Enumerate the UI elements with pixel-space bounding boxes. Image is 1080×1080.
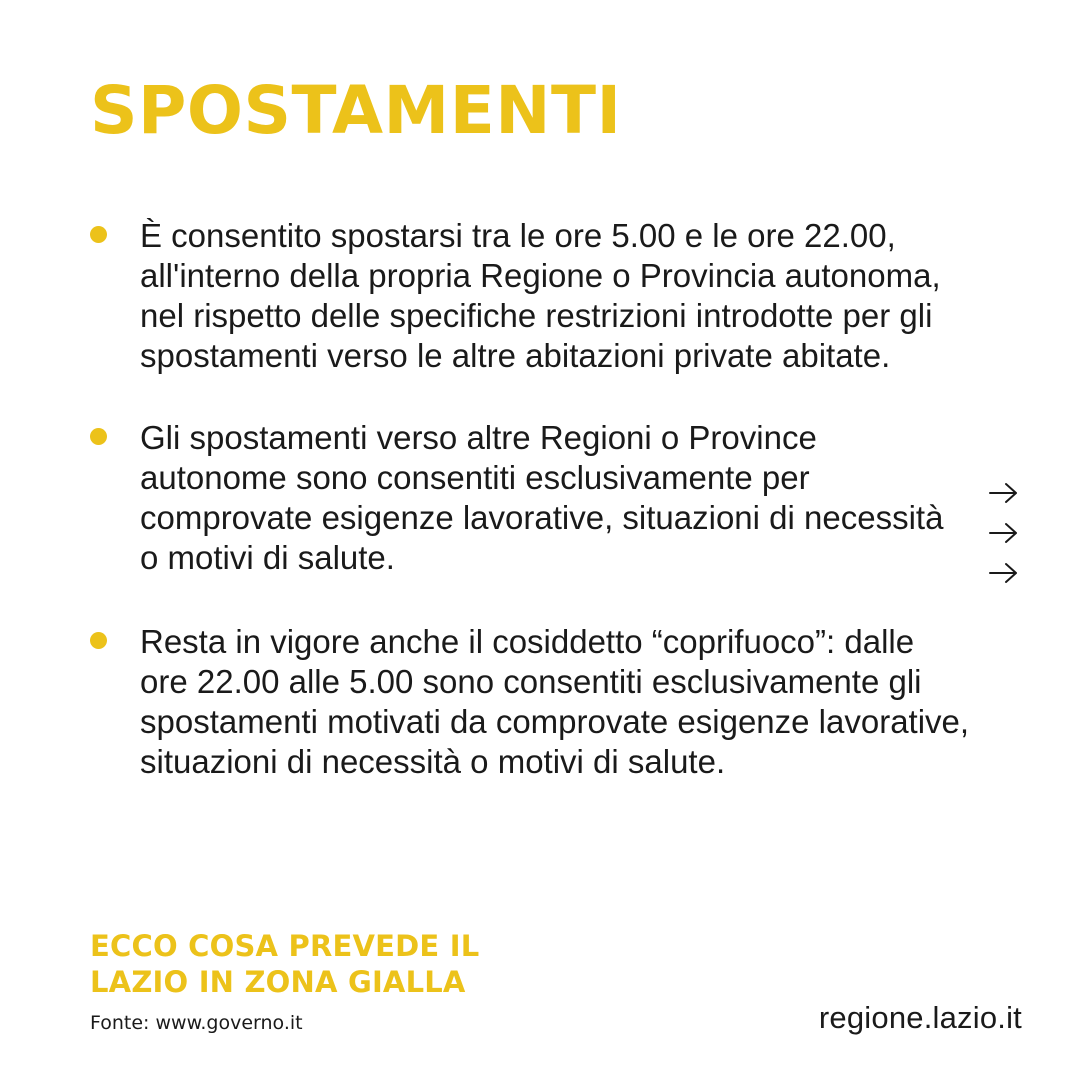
list-item: [90, 418, 970, 578]
bullet-dot-icon: [90, 632, 107, 649]
source-credit: Fonte: www.governo.it: [90, 1012, 303, 1034]
swipe-indicator[interactable]: [988, 480, 1024, 600]
footer-heading-line: ECCO COSA PREVEDE IL: [90, 929, 480, 963]
arrow-right-icon: [988, 520, 1020, 546]
footer-heading-line: LAZIO IN ZONA GIALLA: [90, 965, 466, 999]
bullet-list: [90, 216, 970, 824]
list-item: [90, 622, 970, 782]
arrow-right-icon: [988, 560, 1020, 586]
bullet-dot-icon: [90, 226, 107, 243]
bullet-text: Resta in vigore anche il cosiddetto “coprifuoco”: dalle ore 22.00 alle 5.00 sono consentiti esclusivamente gli spostamenti motivati da comprovate esigenze lavorative, situazioni di necessità o motivi di salute.: [140, 623, 970, 780]
list-item: [90, 216, 970, 376]
bullet-text: È consentito spostarsi tra le ore 5.00 e le ore 22.00, all'interno della propria Regione o Provincia autonoma, nel rispetto delle specifiche restrizioni introdotte per gli spostamenti verso le altre abitazioni private abitate.: [140, 217, 941, 374]
brand-website: regione.lazio.it: [818, 1000, 1022, 1035]
page-title: SPOSTAMENTI: [90, 72, 622, 149]
bullet-dot-icon: [90, 428, 107, 445]
footer-heading: [90, 928, 479, 1000]
bullet-text: Gli spostamenti verso altre Regioni o Province autonome sono consentiti esclusivamente per comprovate esigenze lavorative, situazioni di necessità o motivi di salute.: [140, 419, 944, 576]
arrow-right-icon: [988, 480, 1020, 506]
